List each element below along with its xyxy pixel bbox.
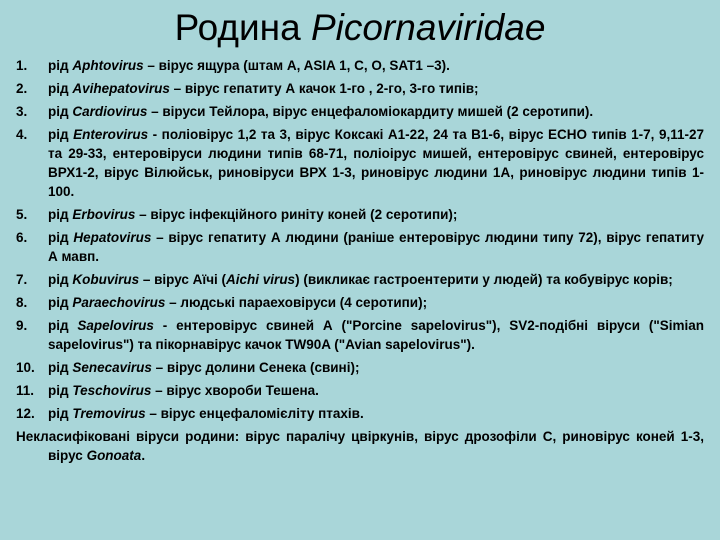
title-family-name: Picornaviridae — [310, 7, 546, 48]
item-number: 7. — [16, 272, 28, 287]
text-segment: – вірус гепатиту А людини (раніше ентеровірус людини типу 72), вірус гепатиту А мавп. — [48, 230, 704, 264]
item-text — [48, 404, 704, 423]
text-segment: рід — [48, 58, 73, 73]
item-text — [48, 293, 704, 312]
taxon-name: Erbovirus — [72, 207, 136, 222]
text-segment: ) (викликає гастроентерити у людей) та кобувірус корів; — [295, 272, 673, 287]
text-segment: – вірус гепатиту А качок 1-го , 2-го, 3-го типів; — [169, 81, 479, 96]
item-number: 5. — [16, 207, 28, 222]
text-segment: рід — [48, 272, 73, 287]
item-number: 1. — [16, 58, 28, 73]
text-segment: рід — [48, 318, 78, 333]
taxon-name: Sapelovirus — [77, 318, 154, 333]
taxon-name: Aichi virus — [226, 272, 296, 287]
page-title — [16, 6, 704, 50]
genus-list — [16, 56, 704, 423]
text-segment: – вірус Аїчі ( — [139, 272, 227, 287]
text-segment: рід — [48, 360, 73, 375]
item-text — [48, 358, 704, 377]
item-number: 6. — [16, 230, 28, 245]
text-segment: рід — [48, 406, 73, 421]
list-item — [16, 404, 704, 423]
text-segment: рід — [48, 295, 73, 310]
item-number: 2. — [16, 81, 28, 96]
text-segment: – вірус хвороби Тешена. — [151, 383, 319, 398]
item-text — [48, 228, 704, 266]
item-number: 8. — [16, 295, 28, 310]
item-number: 11. — [16, 383, 35, 398]
item-number: 10. — [16, 360, 35, 375]
item-number: 3. — [16, 104, 28, 119]
taxon-name: Aphtovirus — [72, 58, 144, 73]
list-item — [16, 79, 704, 98]
taxon-name: Tremovirus — [72, 406, 146, 421]
item-number: 9. — [16, 318, 28, 333]
list-item — [16, 270, 704, 289]
list-item — [16, 56, 704, 75]
text-segment: . — [141, 448, 146, 463]
list-item — [16, 316, 704, 354]
item-text — [48, 316, 704, 354]
title-prefix: Родина — [174, 7, 311, 48]
list-item — [16, 102, 704, 121]
taxon-name: Senecavirus — [72, 360, 152, 375]
taxon-name: Hepatovirus — [73, 230, 152, 245]
text-segment: - поліовірус 1,2 та 3, вірус Коксакі A1-22, 24 та B1-6, вірус ECHO типів 1-7, 9,11-27 та 29-33, ентеровіруси людини типів 68-71, поліоірус мишей, ентеровірус свиней, ентеровірус ВРХ1-2, вірус Вілюйськ, риновіруси ВРХ 1-3, риновірус людини 1А, риновірус людини типів 1-100. — [48, 127, 704, 199]
text-segment: рід — [48, 104, 73, 119]
list-item — [16, 228, 704, 266]
text-segment: – вірус інфекційного риніту коней (2 серотипи); — [135, 207, 458, 222]
list-item — [16, 293, 704, 312]
text-segment: рід — [48, 207, 73, 222]
taxon-name: Paraechovirus — [72, 295, 166, 310]
list-item — [16, 381, 704, 400]
taxon-name: Teschovirus — [72, 383, 152, 398]
item-text — [48, 102, 704, 121]
item-text — [48, 79, 704, 98]
text-segment: – вірус долини Сенека (свині); — [151, 360, 360, 375]
item-text — [48, 270, 704, 289]
text-segment: рід — [48, 127, 74, 142]
item-text — [48, 125, 704, 201]
text-segment: – віруси Тейлора, вірус енцефаломіокардиту мишей (2 серотипи). — [147, 104, 594, 119]
taxon-name: Enterovirus — [73, 127, 149, 142]
text-segment: Некласифіковані віруси родини: вірус паралічу цвіркунів, вірус дрозофіли С, риновірус коней 1-3, вірус — [16, 429, 704, 463]
item-number: 12. — [16, 406, 35, 421]
item-number: 4. — [16, 127, 28, 142]
taxon-name: Cardiovirus — [72, 104, 148, 119]
list-item — [16, 358, 704, 377]
text-segment: рід — [48, 81, 73, 96]
item-text — [48, 205, 704, 224]
taxon-name: Gonoata — [86, 448, 142, 463]
unclassified-note — [16, 427, 704, 465]
taxon-name: Kobuvirus — [72, 272, 140, 287]
text-segment: – вірус енцефаломієліту птахів. — [145, 406, 364, 421]
list-item — [16, 205, 704, 224]
text-segment: – вірус ящура (штам A, ASIA 1, C, O, SAT1 –3). — [143, 58, 450, 73]
text-segment: рід — [48, 383, 73, 398]
taxon-name: Avihepatovirus — [72, 81, 170, 96]
text-segment: - ентеровірус свиней А ("Porcine sapelovirus"), SV2-подібні віруси ("Simian sapelovirus") та пікорнавірус качок TW90A ("Avian sapelovirus"). — [48, 318, 704, 352]
item-text — [48, 381, 704, 400]
text-segment: – людські параеховіруси (4 серотипи); — [165, 295, 428, 310]
list-item — [16, 125, 704, 201]
text-segment: рід — [48, 230, 74, 245]
item-text — [48, 56, 704, 75]
